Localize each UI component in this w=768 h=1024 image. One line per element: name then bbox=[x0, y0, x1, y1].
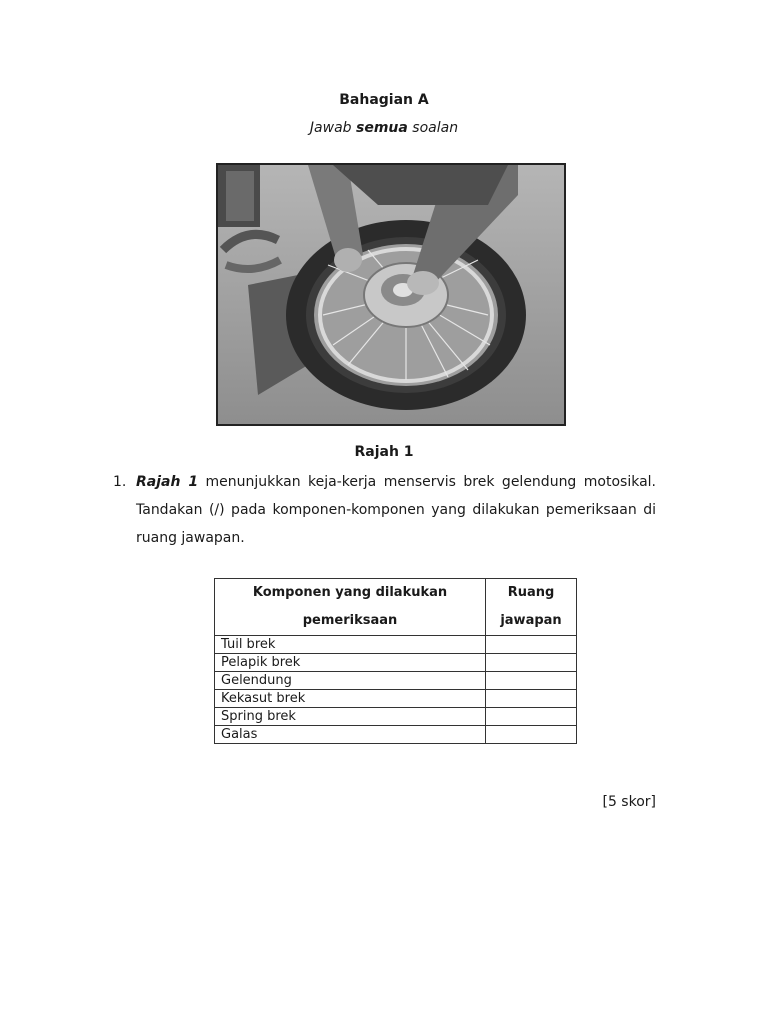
instruction-suffix: soalan bbox=[407, 120, 459, 136]
component-cell: Gelendung bbox=[215, 672, 486, 690]
question-text bbox=[136, 468, 656, 552]
figure-photo bbox=[216, 163, 566, 426]
component-cell: Tuil brek bbox=[215, 636, 486, 654]
instruction-prefix: Jawab bbox=[309, 120, 356, 136]
table-header-row bbox=[215, 579, 577, 636]
table-row bbox=[215, 708, 577, 726]
score-label: [5 skor] bbox=[602, 794, 656, 810]
component-cell: Pelapik brek bbox=[215, 654, 486, 672]
component-cell: Kekasut brek bbox=[215, 690, 486, 708]
component-cell: Galas bbox=[215, 726, 486, 744]
answer-cell[interactable] bbox=[486, 690, 577, 708]
question-number: 1. bbox=[113, 474, 127, 490]
question-1 bbox=[113, 468, 656, 552]
question-lead: Rajah 1 bbox=[136, 474, 199, 490]
answer-cell[interactable] bbox=[486, 636, 577, 654]
answer-cell[interactable] bbox=[486, 726, 577, 744]
instruction bbox=[0, 120, 768, 136]
section-title: Bahagian A bbox=[339, 92, 429, 108]
figure-caption: Rajah 1 bbox=[354, 444, 414, 460]
wheel-service-photo bbox=[218, 165, 564, 424]
table-row bbox=[215, 726, 577, 744]
header-answer: Ruang jawapan bbox=[486, 579, 577, 636]
instruction-emphasis: semua bbox=[356, 120, 408, 136]
answer-cell[interactable] bbox=[486, 654, 577, 672]
component-cell: Spring brek bbox=[215, 708, 486, 726]
answer-cell[interactable] bbox=[486, 672, 577, 690]
question-body: menunjukkan keja-kerja menservis brek gelendung motosikal. Tandakan (/) pada komponen-komponen yang dilakukan pemeriksaan di ruang jawapan. bbox=[136, 474, 657, 546]
table-row bbox=[215, 690, 577, 708]
header-component: Komponen yang dilakukan pemeriksaan bbox=[215, 579, 486, 636]
table-row bbox=[215, 654, 577, 672]
table-row bbox=[215, 672, 577, 690]
answer-table bbox=[214, 578, 577, 744]
answer-cell[interactable] bbox=[486, 708, 577, 726]
table-row bbox=[215, 636, 577, 654]
